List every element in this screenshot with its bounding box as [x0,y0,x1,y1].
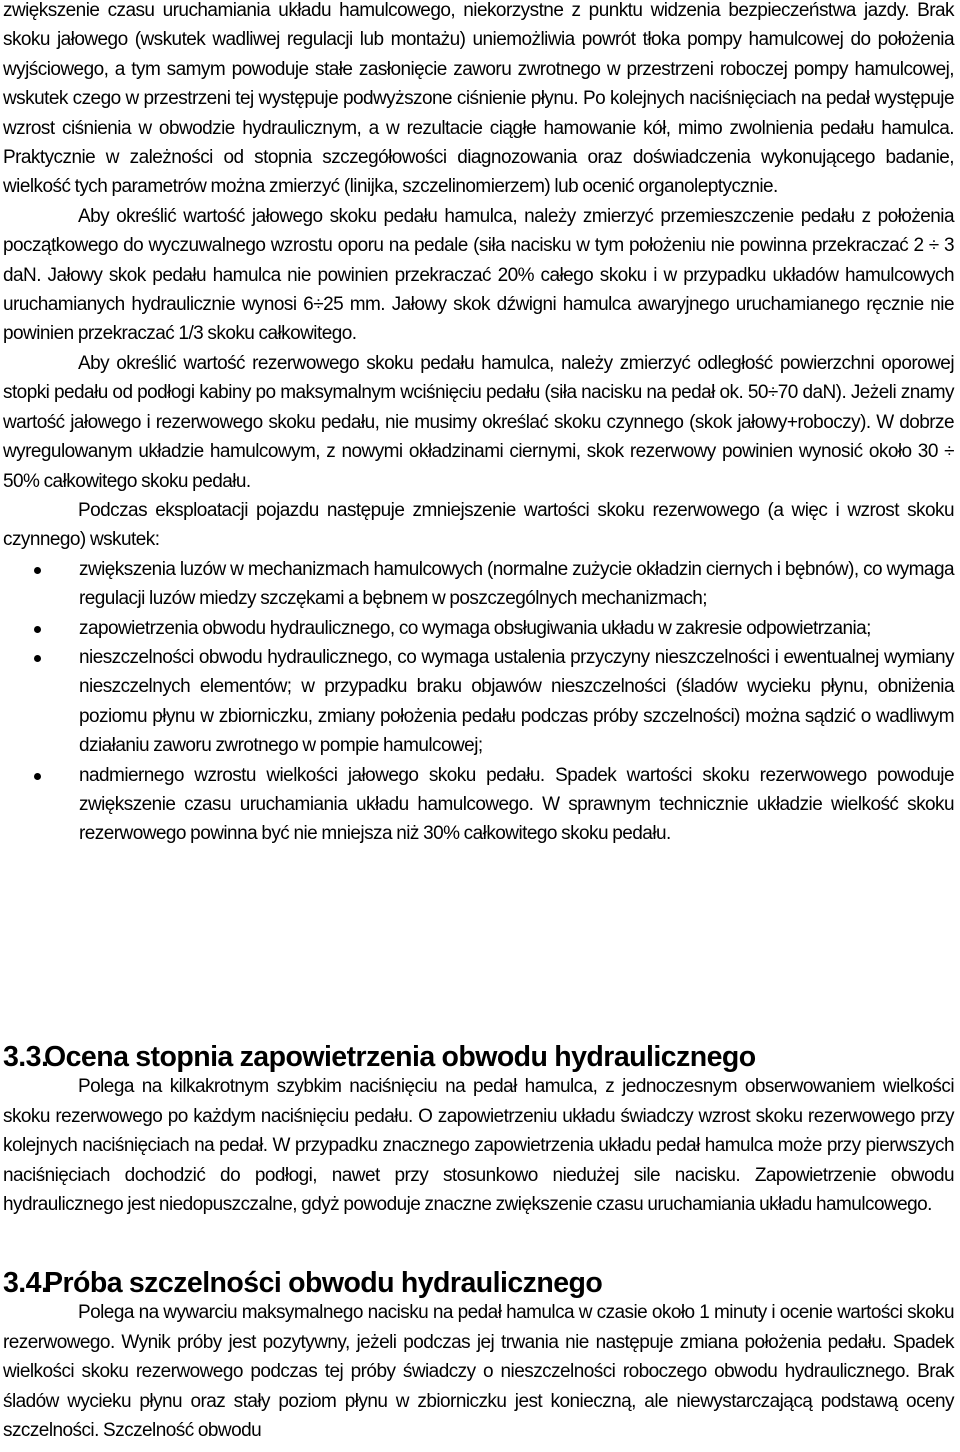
section-paragraph: Polega na kilkakrotnym szybkim naciśnięciu na pedał hamulca, z jednoczesnym obserwowaniem wielkości skoku rezerwowego po każdym naciśnięciu pedału. O zapowietrzeniu układu świadczy wzrost skoku rezerwowego przy kolejnych naciśnięciach na pedał. W przypadku znacznego zapowietrzenia układu pedał hamulca może przy pierwszych naciśnięciach dochodzić do podłogi, nawet przy stosunkowo niedużej sile nacisku. Zapowietrzenie obwodu hydraulicznego jest niedopuszczalne, gdyż powoduje znaczne zwiększenie czasu uruchamiania układu hamulcowego. [3,1076,954,1216]
bullet-icon [34,773,41,780]
list-item [3,614,954,643]
paragraph-reserve-travel: Aby określić wartość rezerwowego skoku pedału hamulca, należy zmierzyć odległość powierzchni oporowej stopki pedału od podłogi kabiny po maksymalnym wciśnięciu pedału (siła nacisku na pedał ok. 50÷70 daN). Jeżeli znamy wartość jałowego i rezerwowego skoku pedału, nie musimy określać skoku czynnego (skok jałowy+roboczy). W dobrze wyregulowanym układzie hamulcowym, z nowymi okładzinami ciernymi, skok rezerwowy powinien wynosić około 30 ÷ 50% całkowitego skoku pedału. [3,352,954,492]
causes-list [3,555,954,849]
section-heading [3,1043,954,1072]
section-number: 3.4. [3,1267,49,1299]
bullet-icon [34,567,41,574]
list-item-text: nieszczelności obwodu hydraulicznego, co wymaga ustalenia przyczyny nieszczelności i ewentualnej wymiany nieszczelnych elementów; w przypadku braku objawów nieszczelności (śladów wycieku płynu, obniżenia poziomu płynu w zbiorniczku, zmiany położenia pedału podczas próby szczelności) można sądzić o wadliwym działaniu zaworu zwrotnego w pompie hamulcowej; [79,646,954,757]
paragraph-continuation: zwiększenie czasu uruchamiania układu hamulcowego, niekorzystne z punktu widzenia bezpieczeństwa jazdy. Brak skoku jałowego (wskutek wadliwej regulacji lub montażu) uniemożliwia powrót tłoka pompy hamulcowej do położenia wyjściowego, a tym samym powoduje stałe zasłonięcie zaworu zwrotnego w przestrzeni roboczej pompy hamulcowej, wskutek czego w przestrzeni tej występuje podwyższone ciśnienie płynu. Po kolejnych naciśnięciach na pedał występuje wzrost ciśnienia w obwodzie hydraulicznym, a w rezultacie ciągłe hamowanie kół, mimo zwolnienia pedału hamulca. Praktycznie w zależności od stopnia szczegółowości diagnozowania oraz doświadczenia wykonującego badanie, wielkość tych parametrów można zmierzyć (linijka, szczelinomierzem) lub ocenić organoleptycznie. [3,0,954,198]
list-item [3,761,954,849]
section-title: Próba szczelności obwodu hydraulicznego [44,1267,603,1299]
paragraph-operation: Podczas eksploatacji pojazdu następuje zmniejszenie wartości skoku rezerwowego (a więc i wzrost skoku czynnego) wskutek: [3,499,954,551]
bullet-icon [34,655,41,662]
section-title: Ocena stopnia zapowietrzenia obwodu hydraulicznego [44,1041,756,1073]
intro-section [3,0,954,849]
list-item [3,555,954,614]
bullet-icon [34,626,41,633]
paragraph-idle-travel: Aby określić wartość jałowego skoku pedału hamulca, należy zmierzyć przemieszczenie pedału z położenia początkowego do wyczuwalnego wzrostu oporu na pedale (siła nacisku w tym położeniu nie powinna przekraczać 2 ÷ 3 daN. Jałowy skok pedału hamulca nie powinien przekraczać 20% całego skoku i w przypadku układów hamulcowych uruchamianych hydraulicznie wynosi 6÷25 mm. Jałowy skok dźwigni hamulca awaryjnego uruchamianego ręcznie nie powinien przekraczać 1/3 skoku całkowitego. [3,205,954,345]
list-item-text: nadmiernego wzrostu wielkości jałowego skoku pedału. Spadek wartości skoku rezerwowego powoduje zwiększenie czasu uruchamiania układu hamulcowego. W sprawnym technicznie układzie wielkość skoku rezerwowego powinna być nie mniejsza niż 30% całkowitego skoku pedału. [79,764,954,845]
list-item [3,643,954,761]
section-3-3 [3,1043,954,1219]
section-paragraph: Polega na wywarciu maksymalnego nacisku na pedał hamulca w czasie około 1 minuty i ocenie wartości skoku rezerwowego. Wynik próby jest pozytywny, jeżeli podczas jej trwania nie następuje zmiana położenia pedału. Spadek wielkości skoku rezerwowego podczas tej próby świadczy o nieszczelności roboczego obwodu hydraulicznego. Brak śladów wycieku płynu oraz stały poziom płynu w zbiorniczku jest konieczną, ale niewystarczającą podstawą oceny szczelności. Szczelność obwodu [3,1302,954,1442]
list-item-text: zapowietrzenia obwodu hydraulicznego, co wymaga obsługiwania układu w zakresie odpowietrzania; [79,617,871,639]
section-number: 3.3. [3,1041,49,1073]
list-item-text: zwiększenia luzów w mechanizmach hamulcowych (normalne zużycie okładzin ciernych i bębnów), co wymaga regulacji luzów miedzy szczękami a bębnem w poszczególnych mechanizmach; [79,558,954,610]
section-3-4 [3,1269,954,1445]
section-heading [3,1269,954,1298]
